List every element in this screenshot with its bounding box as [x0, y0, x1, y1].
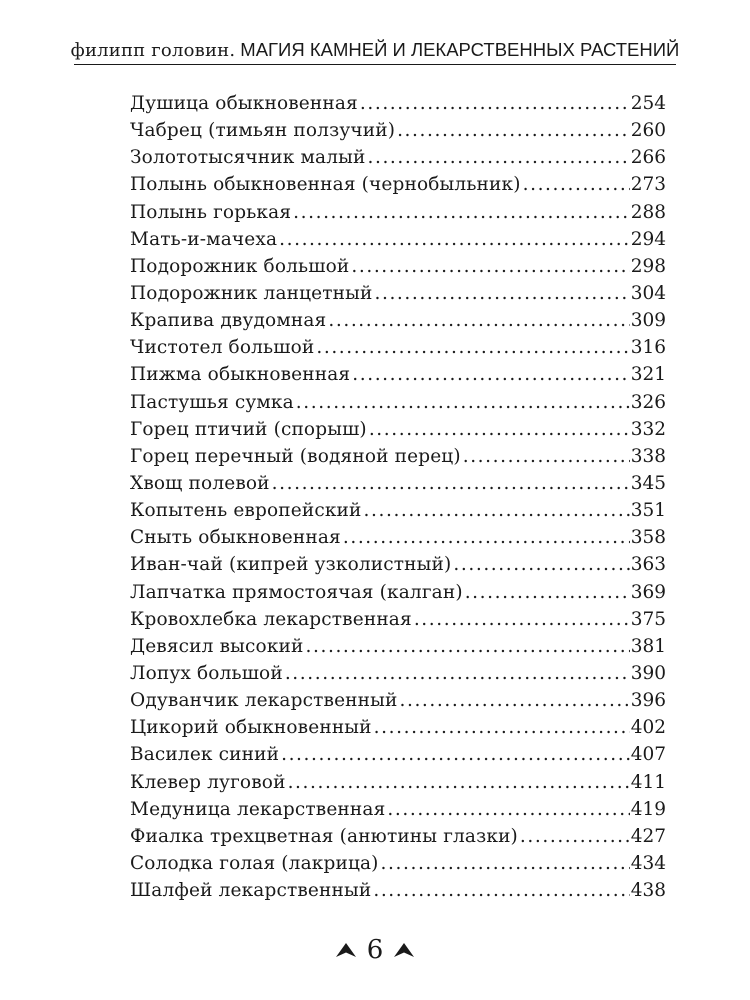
toc-dot-leader — [465, 579, 630, 606]
toc-dot-leader — [463, 443, 630, 470]
toc-dot-leader — [293, 199, 630, 226]
toc-dot-leader — [343, 524, 630, 551]
toc-entry-title: Лапчатка прямостоячая (калган) — [130, 581, 463, 603]
toc-entry-title: Клевер луговой — [130, 771, 286, 793]
toc-entry-page: 260 — [630, 120, 666, 142]
toc-entry-title: Крапива двудомная — [130, 310, 327, 332]
toc-entry-page: 338 — [630, 445, 666, 467]
toc-entry — [130, 280, 666, 307]
toc-entry-page: 381 — [630, 635, 666, 657]
toc-entry — [130, 633, 666, 660]
toc-entry — [130, 660, 666, 687]
toc-entry-page: 326 — [630, 391, 666, 413]
toc-dot-leader — [397, 117, 630, 144]
toc-entry-title: Хвощ полевой — [130, 472, 270, 494]
toc-dot-leader — [387, 796, 629, 823]
toc-entry — [130, 714, 666, 741]
toc-entry — [130, 361, 666, 388]
toc-entry-title: Пижма обыкновенная — [130, 364, 351, 386]
toc-entry-page: 419 — [630, 798, 666, 820]
header-book-title: МАГИЯ КАМНЕЙ И ЛЕКАРСТВЕННЫХ РАСТЕНИЙ — [240, 39, 680, 60]
toc-entry-page: 351 — [630, 500, 666, 522]
page-footer — [0, 932, 750, 968]
toc-entry — [130, 769, 666, 796]
toc-dot-leader — [306, 633, 630, 660]
toc-entry — [130, 606, 666, 633]
toc-entry-title: Подорожник ланцетный — [130, 282, 373, 304]
toc-entry-title: Горец перечный (водяной перец) — [130, 445, 461, 467]
arrowhead-ornament-icon-right — [393, 942, 415, 958]
toc-entry-page: 332 — [630, 418, 666, 440]
toc-dot-leader — [523, 171, 630, 198]
toc-entry-title: Солодка голая (лакрица) — [130, 852, 379, 874]
toc-dot-leader — [328, 307, 629, 334]
toc-entry — [130, 687, 666, 714]
toc-entry — [130, 823, 666, 850]
toc-entry-page: 427 — [630, 825, 666, 847]
toc-dot-leader — [520, 823, 630, 850]
toc-entry-title: Полынь горькая — [130, 201, 292, 223]
toc-dot-leader — [414, 606, 630, 633]
toc-dot-leader — [288, 769, 630, 796]
toc-entry — [130, 416, 666, 443]
toc-entry-title: Василек синий — [130, 744, 280, 766]
toc-entry-page: 345 — [630, 472, 666, 494]
header-author: филипп головин. — [70, 40, 236, 61]
toc-entry-page: 358 — [630, 527, 666, 549]
toc-entry — [130, 470, 666, 497]
toc-entry-page: 309 — [630, 310, 666, 332]
toc-entry-page: 375 — [630, 608, 666, 630]
toc-entry — [130, 579, 666, 606]
toc-entry-page: 434 — [630, 852, 666, 874]
toc-entry-page: 438 — [630, 880, 666, 902]
toc-dot-leader — [374, 280, 629, 307]
running-header — [70, 36, 680, 65]
toc-entry-page: 273 — [630, 174, 666, 196]
toc-entry-title: Горец птичий (спорыш) — [130, 418, 367, 440]
toc-entry-title: Медуница лекарственная — [130, 798, 386, 820]
toc-dot-leader — [373, 877, 629, 904]
toc-dot-leader — [374, 714, 630, 741]
toc-entry-page: 363 — [630, 554, 666, 576]
toc-entry — [130, 334, 666, 361]
toc-dot-leader — [381, 850, 630, 877]
toc-entry — [130, 850, 666, 877]
toc-entry-title: Чабрец (тимьян ползучий) — [130, 120, 396, 142]
toc-entry-title: Копытень европейский — [130, 500, 362, 522]
toc-dot-leader — [272, 470, 630, 497]
toc-dot-leader — [367, 144, 629, 171]
toc-entry-title: Цикорий обыкновенный — [130, 717, 372, 739]
toc-entry — [130, 524, 666, 551]
page-number: 6 — [366, 935, 384, 965]
toc-entry — [130, 90, 666, 117]
toc-entry-page: 298 — [630, 255, 666, 277]
toc-entry — [130, 199, 666, 226]
toc-dot-leader — [279, 226, 630, 253]
toc-entry — [130, 144, 666, 171]
toc-entry-page: 402 — [630, 717, 666, 739]
toc-entry-title: Душица обыкновенная — [130, 93, 358, 114]
toc-entry-title: Иван-чай (кипрей узколистный) — [130, 554, 452, 576]
toc-entry-page: 294 — [630, 228, 666, 250]
toc-entry-page: 369 — [630, 581, 666, 603]
toc-entry-page: 288 — [630, 201, 666, 223]
toc-entry-title: Шалфей лекарственный — [130, 880, 372, 902]
toc-entry — [130, 307, 666, 334]
toc-entry-title: Пастушья сумка — [130, 391, 294, 413]
toc-entry-title: Одуванчик лекарственный — [130, 690, 398, 712]
toc-entry-title: Девясил высокий — [130, 635, 304, 657]
toc-dot-leader — [453, 551, 629, 578]
toc-entry-title: Чистотел большой — [130, 337, 315, 359]
toc-entry-title: Лопух большой — [130, 662, 283, 684]
toc-entry — [130, 741, 666, 768]
toc-dot-leader — [316, 334, 629, 361]
toc-entry-page: 407 — [630, 744, 666, 766]
toc-entry-page: 396 — [630, 690, 666, 712]
table-of-contents — [130, 90, 666, 904]
toc-entry-page: 254 — [630, 93, 666, 114]
toc-entry-title: Подорожник большой — [130, 255, 350, 277]
toc-dot-leader — [360, 90, 630, 117]
toc-dot-leader — [281, 741, 630, 768]
toc-dot-leader — [351, 253, 629, 280]
toc-entry — [130, 389, 666, 416]
toc-entry-page: 266 — [630, 147, 666, 169]
toc-entry — [130, 226, 666, 253]
toc-entry — [130, 796, 666, 823]
toc-entry-page: 321 — [630, 364, 666, 386]
toc-entry-title: Золототысячник малый — [130, 147, 366, 169]
toc-entry-page: 390 — [630, 662, 666, 684]
toc-entry — [130, 497, 666, 524]
toc-entry — [130, 877, 666, 904]
toc-dot-leader — [296, 389, 630, 416]
toc-entry-page: 304 — [630, 282, 666, 304]
toc-dot-leader — [364, 497, 630, 524]
toc-dot-leader — [369, 416, 630, 443]
toc-entry — [130, 171, 666, 198]
toc-entry-title: Мать-и-мачеха — [130, 228, 278, 250]
toc-entry — [130, 117, 666, 144]
toc-entry-page: 316 — [630, 337, 666, 359]
toc-dot-leader — [285, 660, 630, 687]
toc-entry — [130, 253, 666, 280]
toc-entry-page: 411 — [630, 771, 666, 793]
arrowhead-ornament-icon-left — [335, 942, 357, 958]
toc-entry — [130, 443, 666, 470]
toc-entry-title: Фиалка трехцветная (анютины глазки) — [130, 825, 518, 847]
toc-entry-title: Кровохлебка лекарственная — [130, 608, 412, 630]
toc-entry — [130, 551, 666, 578]
toc-dot-leader — [352, 361, 629, 388]
toc-entry-title: Сныть обыкновенная — [130, 527, 341, 549]
toc-dot-leader — [399, 687, 629, 714]
toc-entry-title: Полынь обыкновенная (чернобыльник) — [130, 174, 521, 196]
